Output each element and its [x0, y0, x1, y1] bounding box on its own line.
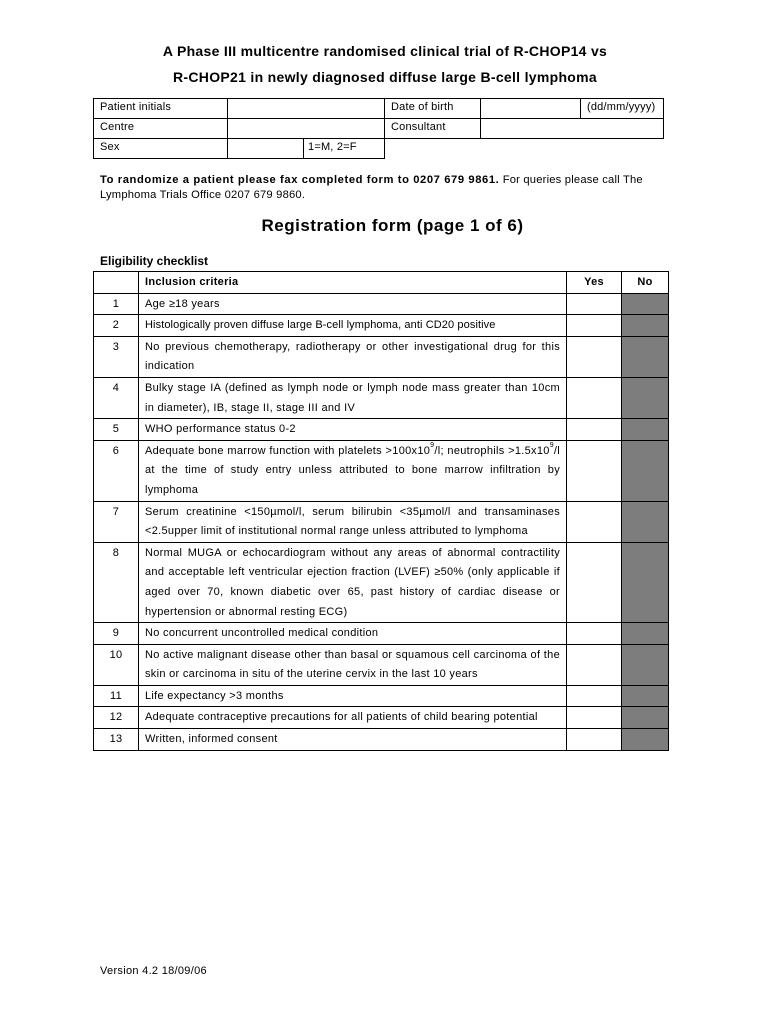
yes-checkbox-cell[interactable] [567, 315, 622, 337]
consultant-field[interactable] [481, 119, 664, 139]
yes-checkbox-cell[interactable] [567, 377, 622, 418]
centre-field[interactable] [228, 119, 385, 139]
yes-header: Yes [567, 272, 622, 294]
criteria-row [94, 440, 669, 501]
criteria-row [94, 644, 669, 685]
yes-checkbox-cell[interactable] [567, 542, 622, 622]
criteria-num: 8 [94, 542, 139, 622]
no-checkbox-cell[interactable] [622, 685, 669, 707]
criteria-num: 13 [94, 729, 139, 751]
criteria-text: Written, informed consent [139, 729, 567, 751]
eligibility-heading: Eligibility checklist [100, 254, 209, 268]
no-checkbox-cell[interactable] [622, 293, 669, 315]
inclusion-criteria-table [93, 271, 669, 751]
criteria-row [94, 419, 669, 441]
no-checkbox-cell[interactable] [622, 440, 669, 501]
criteria-text-part: /l at the time of study entry unless attributed to bone marrow infiltration by lymphoma [145, 444, 560, 496]
no-checkbox-cell[interactable] [622, 501, 669, 542]
yes-checkbox-cell[interactable] [567, 440, 622, 501]
criteria-row [94, 707, 669, 729]
criteria-num: 10 [94, 644, 139, 685]
sex-label: Sex [94, 139, 228, 159]
consultant-label: Consultant [385, 119, 481, 139]
superscript: 9 [549, 441, 554, 449]
criteria-num: 6 [94, 440, 139, 501]
criteria-text: Histologically proven diffuse large B-cell lymphoma, anti CD20 positive [139, 315, 567, 337]
no-header: No [622, 272, 669, 294]
criteria-num: 3 [94, 336, 139, 377]
sex-field-group [228, 139, 385, 159]
criteria-header: Inclusion criteria [139, 272, 567, 294]
criteria-text: Normal MUGA or echocardiogram without any areas of abnormal contractility and acceptable left ventricular ejection fraction (LVEF) ≥50% (only applicable if aged over 70, known diabetic over 65, past history of cardiac disease or hypertension or abnormal resting ECG) [139, 542, 567, 622]
yes-checkbox-cell[interactable] [567, 336, 622, 377]
criteria-row [94, 377, 669, 418]
criteria-text: WHO performance status 0-2 [139, 419, 567, 441]
criteria-row [94, 501, 669, 542]
no-checkbox-cell[interactable] [622, 315, 669, 337]
centre-label: Centre [94, 119, 228, 139]
trial-title-line-2: R-CHOP21 in newly diagnosed diffuse large B-cell lymphoma [173, 69, 597, 85]
date-of-birth-field-a[interactable] [481, 99, 581, 119]
no-checkbox-cell[interactable] [622, 707, 669, 729]
yes-checkbox-cell[interactable] [567, 293, 622, 315]
criteria-text: No previous chemotherapy, radiotherapy or other investigational drug for this indication [139, 336, 567, 377]
yes-checkbox-cell[interactable] [567, 501, 622, 542]
criteria-text: Life expectancy >3 months [139, 685, 567, 707]
criteria-row [94, 293, 669, 315]
patient-initials-label: Patient initials [94, 99, 228, 119]
criteria-text [139, 440, 567, 501]
no-checkbox-cell[interactable] [622, 729, 669, 751]
criteria-num: 4 [94, 377, 139, 418]
no-checkbox-cell[interactable] [622, 336, 669, 377]
yes-checkbox-cell[interactable] [567, 623, 622, 645]
criteria-text-part: Adequate bone marrow function with platelets >100x10 [145, 444, 431, 457]
registration-form-title: Registration form (page 1 of 6) [261, 216, 524, 235]
fax-instructions [100, 173, 700, 203]
fax-instructions-bold: To randomize a patient please fax completed form to 0207 679 9861. [100, 174, 500, 186]
criteria-row [94, 315, 669, 337]
superscript: 9 [430, 441, 435, 449]
criteria-num: 5 [94, 419, 139, 441]
yes-checkbox-cell[interactable] [567, 685, 622, 707]
criteria-text: No concurrent uncontrolled medical condition [139, 623, 567, 645]
criteria-row [94, 542, 669, 622]
no-checkbox-cell[interactable] [622, 644, 669, 685]
criteria-num: 9 [94, 623, 139, 645]
blank-cell [385, 139, 481, 159]
criteria-text-part: /l; neutrophils >1.5x10 [434, 444, 550, 457]
trial-title-line-1: A Phase III multicentre randomised clinical trial of R-CHOP14 vs [162, 43, 608, 59]
criteria-row [94, 729, 669, 751]
sex-code: 1=M, 2=F [308, 141, 357, 153]
version-footer: Version 4.2 18/09/06 [100, 965, 207, 977]
date-of-birth-label: Date of birth [385, 99, 481, 119]
criteria-text: Age ≥18 years [139, 293, 567, 315]
yes-checkbox-cell[interactable] [567, 644, 622, 685]
criteria-num: 7 [94, 501, 139, 542]
yes-checkbox-cell[interactable] [567, 707, 622, 729]
criteria-row [94, 336, 669, 377]
criteria-text: Adequate contraceptive precautions for all patients of child bearing potential [139, 707, 567, 729]
criteria-row [94, 623, 669, 645]
fax-instructions-rest: For queries please call The Lymphoma Trials Office 0207 679 9860. [100, 174, 643, 201]
criteria-num-header [94, 272, 139, 294]
criteria-num: 11 [94, 685, 139, 707]
criteria-row [94, 685, 669, 707]
criteria-num: 2 [94, 315, 139, 337]
criteria-text: Bulky stage IA (defined as lymph node or lymph node mass greater than 10cm in diameter), IB, stage II, stage III and IV [139, 377, 567, 418]
blank-cell [581, 139, 664, 159]
criteria-text: No active malignant disease other than basal or squamous cell carcinoma of the skin or carcinoma in situ of the uterine cervix in the last 10 years [139, 644, 567, 685]
yes-checkbox-cell[interactable] [567, 729, 622, 751]
no-checkbox-cell[interactable] [622, 623, 669, 645]
blank-cell [481, 139, 581, 159]
criteria-num: 1 [94, 293, 139, 315]
no-checkbox-cell[interactable] [622, 419, 669, 441]
criteria-num: 12 [94, 707, 139, 729]
patient-details-table [93, 98, 664, 159]
date-of-birth-format[interactable]: (dd/mm/yyyy) [581, 99, 664, 119]
criteria-text: Serum creatinine <150µmol/l, serum bilirubin <35µmol/l and transaminases <2.5upper limit of institutional normal range unless attributed to lymphoma [139, 501, 567, 542]
no-checkbox-cell[interactable] [622, 542, 669, 622]
no-checkbox-cell[interactable] [622, 377, 669, 418]
yes-checkbox-cell[interactable] [567, 419, 622, 441]
sex-field[interactable] [228, 139, 304, 158]
patient-initials-field[interactable] [228, 99, 385, 119]
